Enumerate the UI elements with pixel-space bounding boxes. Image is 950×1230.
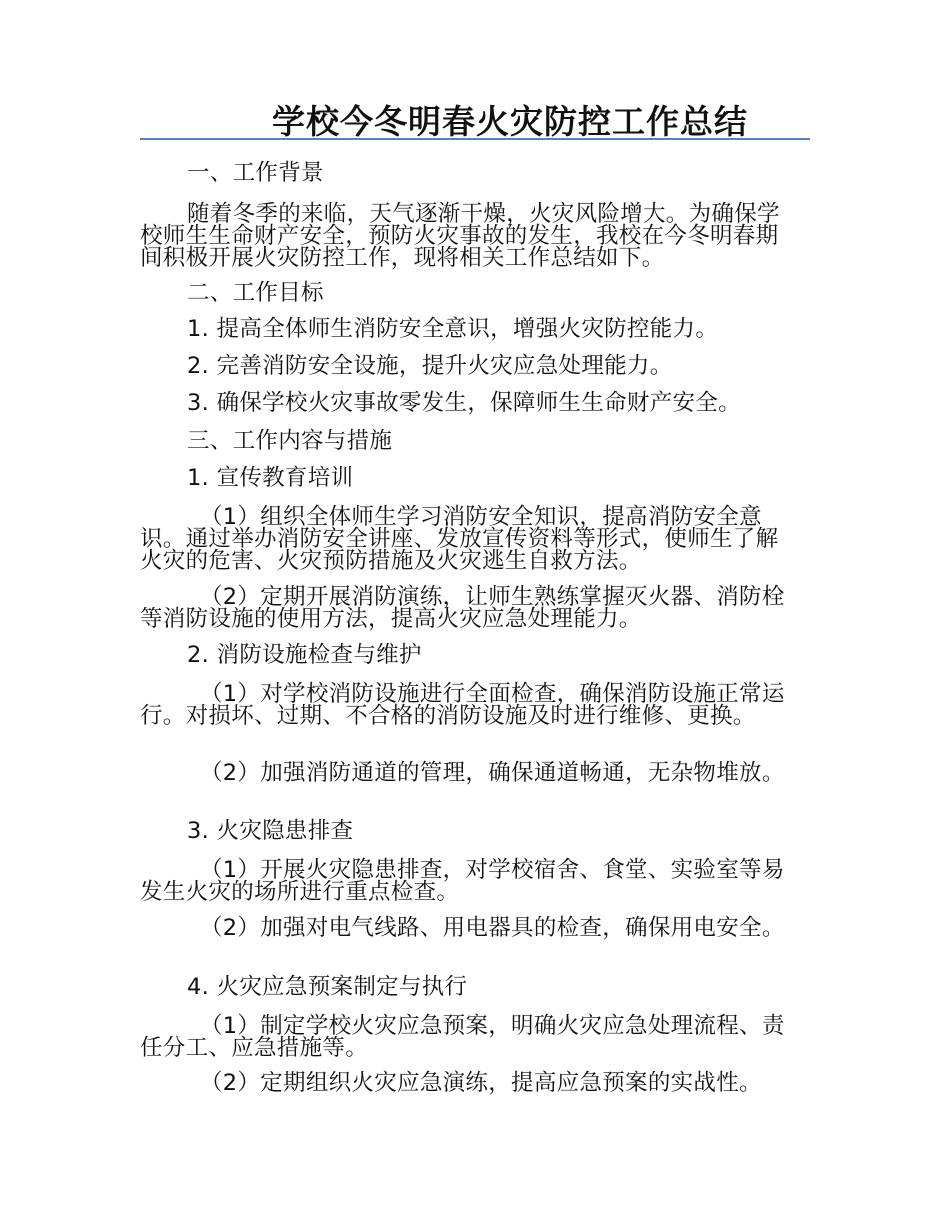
education-item-1: （1）组织全体师生学习消防安全知识，提高消防安全意识。通过举办消防安全讲座、发放宣传资料等形式，使师生了解火灾的危害、火灾预防措施及火灾逃生自救方法。 (140, 504, 779, 574)
title-underline (140, 138, 810, 140)
background-paragraph: 随着冬季的来临，天气逐渐干燥，火灾风险增大。为确保学校师生生命财产安全，预防火灾事故的发生，我校在今冬明春期间积极开展火灾防控工作，现将相关工作总结如下。 (140, 201, 780, 271)
hazards-item-2: （2）加强对电气线路、用电器具的检查，确保用电安全。 (200, 915, 785, 941)
education-item-2: （2）定期开展消防演练，让师生熟练掌握灭火器、消防栓等消防设施的使用方法，提高火灾应急处理能力。 (140, 584, 785, 632)
subheading-hazards: 3. 火灾隐患排查 (187, 818, 354, 844)
subheading-education: 1. 宣传教育培训 (187, 465, 354, 491)
subheading-facilities: 2. 消防设施检查与维护 (187, 642, 422, 668)
facilities-item-2: （2）加强消防通道的管理，确保通道畅通，无杂物堆放。 (200, 760, 785, 786)
emergency-item-1: （1）制定学校火灾应急预案，明确火灾应急处理流程、责任分工、应急措施等。 (140, 1013, 785, 1061)
goal-item-2: 2. 完善消防安全设施，提升火灾应急处理能力。 (187, 353, 673, 379)
emergency-item-2: （2）定期组织火灾应急演练，提高应急预案的实战性。 (200, 1070, 762, 1096)
document-title: 学校今冬明春火灾防控工作总结 (272, 102, 748, 141)
section-heading-goals: 二、工作目标 (187, 280, 324, 306)
section-heading-background: 一、工作背景 (187, 160, 324, 186)
subheading-emergency-plan: 4. 火灾应急预案制定与执行 (187, 974, 468, 1000)
hazards-item-1: （1）开展火灾隐患排查，对学校宿舍、食堂、实验室等易发生火灾的场所进行重点检查。 (140, 857, 785, 905)
facilities-item-1: （1）对学校消防设施进行全面检查，确保消防设施正常运行。对损坏、过期、不合格的消防设施及时进行维修、更换。 (140, 681, 785, 729)
goal-item-3: 3. 确保学校火灾事故零发生，保障师生生命财产安全。 (187, 390, 741, 416)
section-heading-measures: 三、工作内容与措施 (187, 428, 393, 454)
goal-item-1: 1. 提高全体师生消防安全意识，增强火灾防控能力。 (187, 316, 719, 342)
